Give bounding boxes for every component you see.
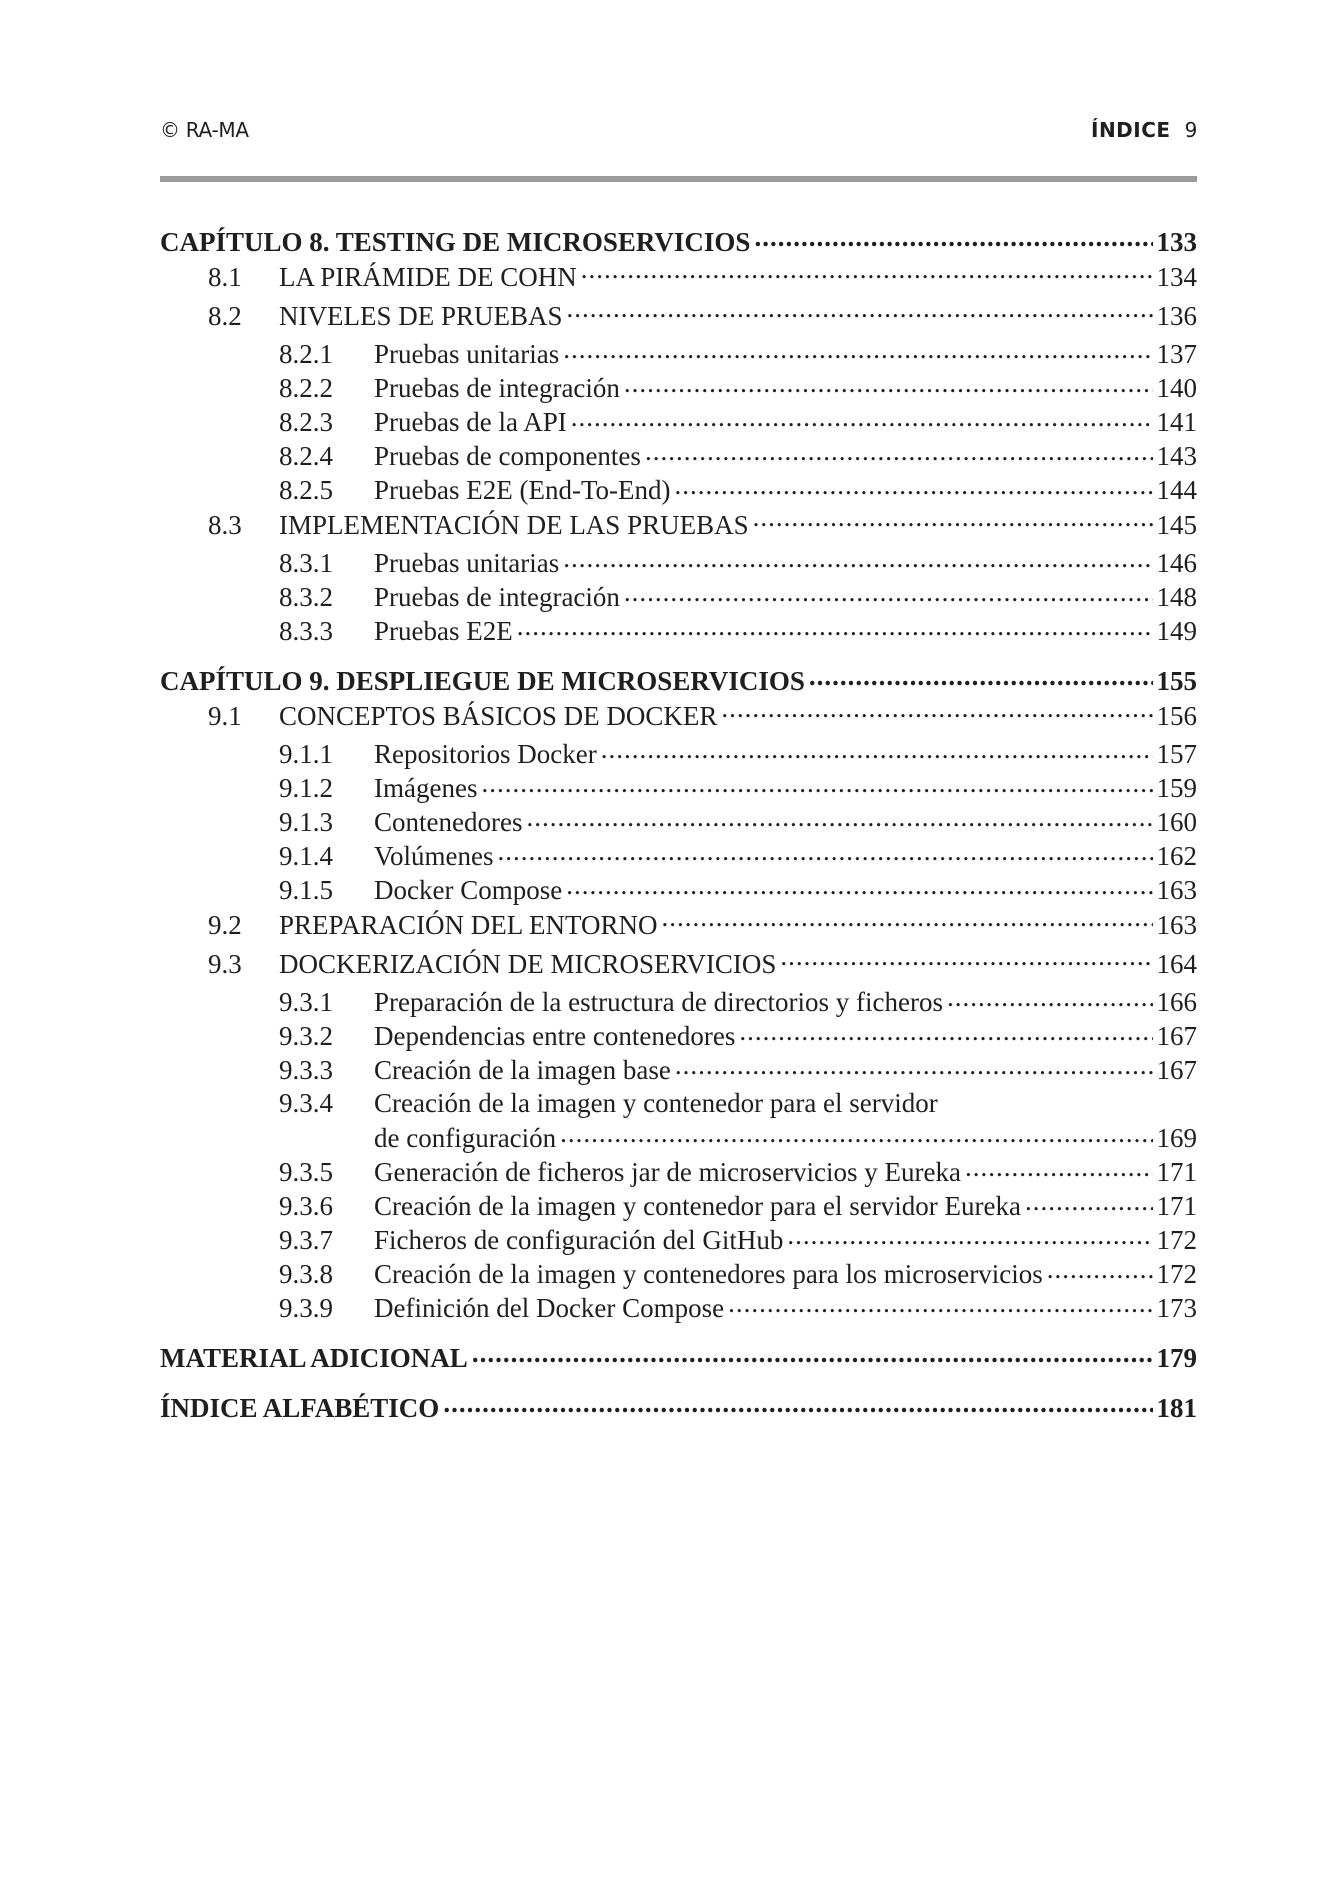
toc-entry[interactable] — [160, 1222, 1197, 1256]
toc-entry-number: 9.3.5 — [279, 1157, 333, 1187]
toc-entry-number: 9.1.3 — [279, 807, 333, 837]
toc-entry-page: 156 — [1156, 701, 1197, 731]
toc-entry[interactable] — [160, 945, 1197, 984]
toc-entry-number: 9.3.9 — [279, 1293, 333, 1323]
toc-entry-number: 8.1 — [208, 262, 242, 292]
dot-leader — [753, 507, 1153, 534]
dot-leader — [567, 298, 1153, 325]
toc-entry-title: Creación de la imagen y contenedores para los microservicios — [374, 1259, 1043, 1289]
toc-entry-title: Definición del Docker Compose — [374, 1293, 725, 1323]
toc-entry-page: 136 — [1156, 301, 1197, 331]
toc-entry[interactable] — [160, 1340, 1197, 1374]
dot-leader — [662, 907, 1153, 934]
dot-leader — [601, 736, 1153, 763]
running-header — [1091, 118, 1197, 142]
toc-entry[interactable] — [160, 1154, 1197, 1188]
toc-entry[interactable] — [160, 984, 1197, 1018]
toc-entry-title: Pruebas de integración — [374, 373, 620, 403]
toc-entry[interactable] — [160, 697, 1197, 736]
toc-entry-number: 9.3.3 — [279, 1055, 333, 1085]
toc-entry[interactable] — [160, 579, 1197, 613]
toc-entry-page: 173 — [1156, 1293, 1197, 1323]
toc-entry-page: 167 — [1156, 1021, 1197, 1051]
page-number: 9 — [1184, 118, 1197, 142]
toc-entry[interactable] — [160, 1120, 1197, 1154]
toc-entry-title: NIVELES DE PRUEBAS — [279, 301, 563, 331]
toc-entry-page: 133 — [1156, 227, 1197, 257]
toc-entry-number: 9.3.2 — [279, 1021, 333, 1051]
toc-entry-title: ÍNDICE ALFABÉTICO — [160, 1393, 440, 1423]
toc-entry-title: Generación de ficheros jar de microservicios y Eureka — [374, 1157, 961, 1187]
dot-leader — [754, 224, 1152, 251]
toc-entry[interactable] — [160, 224, 1197, 258]
dot-leader — [498, 838, 1153, 865]
toc-entry-title: Volúmenes — [374, 841, 494, 871]
toc-entry-number: 9.2 — [208, 910, 242, 940]
toc-entry-page: 137 — [1156, 339, 1197, 369]
dot-leader — [581, 259, 1153, 286]
toc-entry-number: 8.2.1 — [279, 339, 333, 369]
toc-entry-page: 134 — [1156, 262, 1197, 292]
toc-entry-title: Repositorios Docker — [374, 739, 597, 769]
toc-entry-title: Pruebas de integración — [374, 582, 620, 612]
toc-entry-page: 163 — [1156, 875, 1197, 905]
toc-entry-page: 181 — [1156, 1393, 1197, 1423]
dot-leader — [728, 1290, 1152, 1317]
toc-entry-number: 9.3.4 — [279, 1088, 333, 1118]
dot-leader — [481, 770, 1152, 797]
toc-entry-number: 8.3 — [208, 510, 242, 540]
toc-entry-title: MATERIAL ADICIONAL — [160, 1343, 468, 1373]
toc-entry-page: 141 — [1156, 407, 1197, 437]
toc-entry[interactable] — [160, 1390, 1197, 1424]
dot-leader — [560, 1120, 1152, 1147]
dot-leader — [947, 984, 1152, 1011]
dot-leader — [563, 545, 1152, 572]
dot-leader — [526, 804, 1152, 831]
toc-entry-title: Pruebas E2E (End-To-End) — [374, 475, 671, 505]
dot-leader — [624, 579, 1153, 606]
toc-entry[interactable] — [160, 258, 1197, 297]
toc-entry-page: 162 — [1156, 841, 1197, 871]
toc-entry-page: 171 — [1156, 1157, 1197, 1187]
dot-leader — [1047, 1256, 1153, 1283]
toc-entry-title: Pruebas unitarias — [374, 548, 560, 578]
toc-entry-page: 144 — [1156, 475, 1197, 505]
toc-entry-page: 171 — [1156, 1191, 1197, 1221]
toc-entry-title: Pruebas E2E — [374, 616, 513, 646]
dot-leader — [739, 1018, 1152, 1045]
toc-entry[interactable] — [160, 1086, 1197, 1120]
toc-entry-number: 9.3.7 — [279, 1225, 333, 1255]
toc-entry-number: 9.3.8 — [279, 1259, 333, 1289]
toc-entry[interactable] — [160, 804, 1197, 838]
dot-leader — [443, 1390, 1152, 1417]
dot-leader — [517, 613, 1153, 640]
toc-entry[interactable] — [160, 545, 1197, 579]
toc-entry-page: 160 — [1156, 807, 1197, 837]
toc-entry-title: Preparación de la estructura de directorios y ficheros — [374, 987, 944, 1017]
toc-entry-page: 140 — [1156, 373, 1197, 403]
toc-entry-title: Dependencias entre contenedores — [374, 1021, 736, 1051]
toc-entry[interactable] — [160, 506, 1197, 545]
dot-leader — [675, 1052, 1153, 1079]
table-of-contents — [160, 224, 1197, 1424]
toc-entry[interactable] — [160, 472, 1197, 506]
toc-entry[interactable] — [160, 438, 1197, 472]
toc-entry-number: 8.2.2 — [279, 373, 333, 403]
toc-entry-title: Imágenes — [374, 773, 478, 803]
toc-entry-number: 8.2.5 — [279, 475, 333, 505]
toc-entry[interactable] — [160, 872, 1197, 906]
toc-entry-title: LA PIRÁMIDE DE COHN — [279, 262, 577, 292]
toc-entry-number: 9.1.2 — [279, 773, 333, 803]
toc-entry-title: Pruebas de componentes — [374, 441, 641, 471]
toc-entry[interactable] — [160, 736, 1197, 770]
toc-entry-number: 8.2.3 — [279, 407, 333, 437]
toc-entry-page: 143 — [1156, 441, 1197, 471]
toc-entry-page: 157 — [1156, 739, 1197, 769]
dot-leader — [675, 472, 1153, 499]
dot-leader — [571, 404, 1153, 431]
toc-entry-page: 155 — [1156, 666, 1197, 696]
toc-entry[interactable] — [160, 770, 1197, 804]
dot-leader — [624, 370, 1153, 397]
publisher-label: © RA-MA — [160, 118, 249, 142]
toc-entry-title: CONCEPTOS BÁSICOS DE DOCKER — [279, 701, 718, 731]
dot-leader — [780, 946, 1152, 973]
dot-leader — [563, 336, 1152, 363]
toc-entry-number: 8.2.4 — [279, 441, 333, 471]
toc-entry-title: Ficheros de configuración del GitHub — [374, 1225, 784, 1255]
toc-entry[interactable] — [160, 663, 1197, 697]
toc-entry-page: 166 — [1156, 987, 1197, 1017]
toc-entry-title: Creación de la imagen base — [374, 1055, 671, 1085]
toc-entry-page: 163 — [1156, 910, 1197, 940]
toc-entry-title: de configuración — [374, 1123, 557, 1153]
toc-entry-page: 164 — [1156, 949, 1197, 979]
toc-entry-number: 8.3.3 — [279, 616, 333, 646]
toc-entry[interactable] — [160, 1290, 1197, 1324]
dot-leader — [566, 872, 1152, 899]
toc-entry[interactable] — [160, 613, 1197, 647]
header-divider — [160, 176, 1197, 182]
toc-entry-page: 167 — [1156, 1055, 1197, 1085]
toc-entry-page: 149 — [1156, 616, 1197, 646]
toc-entry-page: 172 — [1156, 1259, 1197, 1289]
toc-entry-title: Contenedores — [374, 807, 523, 837]
page-header — [160, 118, 1197, 150]
dot-leader — [809, 663, 1153, 690]
toc-entry-page: 179 — [1156, 1343, 1197, 1373]
toc-entry-page: 169 — [1156, 1123, 1197, 1153]
toc-entry-page: 159 — [1156, 773, 1197, 803]
toc-entry[interactable] — [160, 404, 1197, 438]
toc-entry[interactable] — [160, 1188, 1197, 1222]
toc-entry-number: 8.3.1 — [279, 548, 333, 578]
dot-leader — [721, 698, 1152, 725]
dot-leader — [965, 1154, 1153, 1181]
dot-leader — [645, 438, 1153, 465]
toc-entry-number: 8.2 — [208, 301, 242, 331]
section-title: ÍNDICE — [1091, 118, 1171, 142]
toc-entry-number: 9.3.6 — [279, 1191, 333, 1221]
dot-leader — [787, 1222, 1152, 1249]
toc-entry-number: 9.3.1 — [279, 987, 333, 1017]
toc-entry[interactable] — [160, 336, 1197, 370]
toc-entry[interactable] — [160, 1256, 1197, 1290]
dot-leader — [1025, 1188, 1153, 1215]
toc-entry[interactable] — [160, 906, 1197, 945]
dot-leader — [472, 1340, 1153, 1367]
toc-entry-number: 9.1 — [208, 701, 242, 731]
toc-entry-title: Docker Compose — [374, 875, 563, 905]
toc-entry-page: 148 — [1156, 582, 1197, 612]
toc-entry[interactable] — [160, 297, 1197, 336]
toc-entry-number: 9.1.1 — [279, 739, 333, 769]
toc-entry-number: 9.3 — [208, 949, 242, 979]
toc-entry-title: CAPÍTULO 9. DESPLIEGUE DE MICROSERVICIOS — [160, 666, 805, 696]
toc-entry-title: IMPLEMENTACIÓN DE LAS PRUEBAS — [279, 510, 749, 540]
toc-entry-page: 146 — [1156, 548, 1197, 578]
toc-entry[interactable] — [160, 370, 1197, 404]
toc-entry[interactable] — [160, 838, 1197, 872]
toc-entry-page: 145 — [1156, 510, 1197, 540]
toc-entry-title: DOCKERIZACIÓN DE MICROSERVICIOS — [279, 949, 777, 979]
toc-entry-title: Creación de la imagen y contenedor para el servidor — [374, 1088, 938, 1118]
toc-entry[interactable] — [160, 1018, 1197, 1052]
toc-entry-number: 9.1.4 — [279, 841, 333, 871]
toc-entry-title: Creación de la imagen y contenedor para el servidor Eureka — [374, 1191, 1021, 1221]
toc-entry-number: 8.3.2 — [279, 582, 333, 612]
toc-entry-page: 172 — [1156, 1225, 1197, 1255]
toc-entry-number: 9.1.5 — [279, 875, 333, 905]
toc-entry-title: Pruebas unitarias — [374, 339, 560, 369]
toc-entry-title: CAPÍTULO 8. TESTING DE MICROSERVICIOS — [160, 227, 751, 257]
toc-entry[interactable] — [160, 1052, 1197, 1086]
toc-entry-title: Pruebas de la API — [374, 407, 567, 437]
toc-entry-title: PREPARACIÓN DEL ENTORNO — [279, 910, 658, 940]
